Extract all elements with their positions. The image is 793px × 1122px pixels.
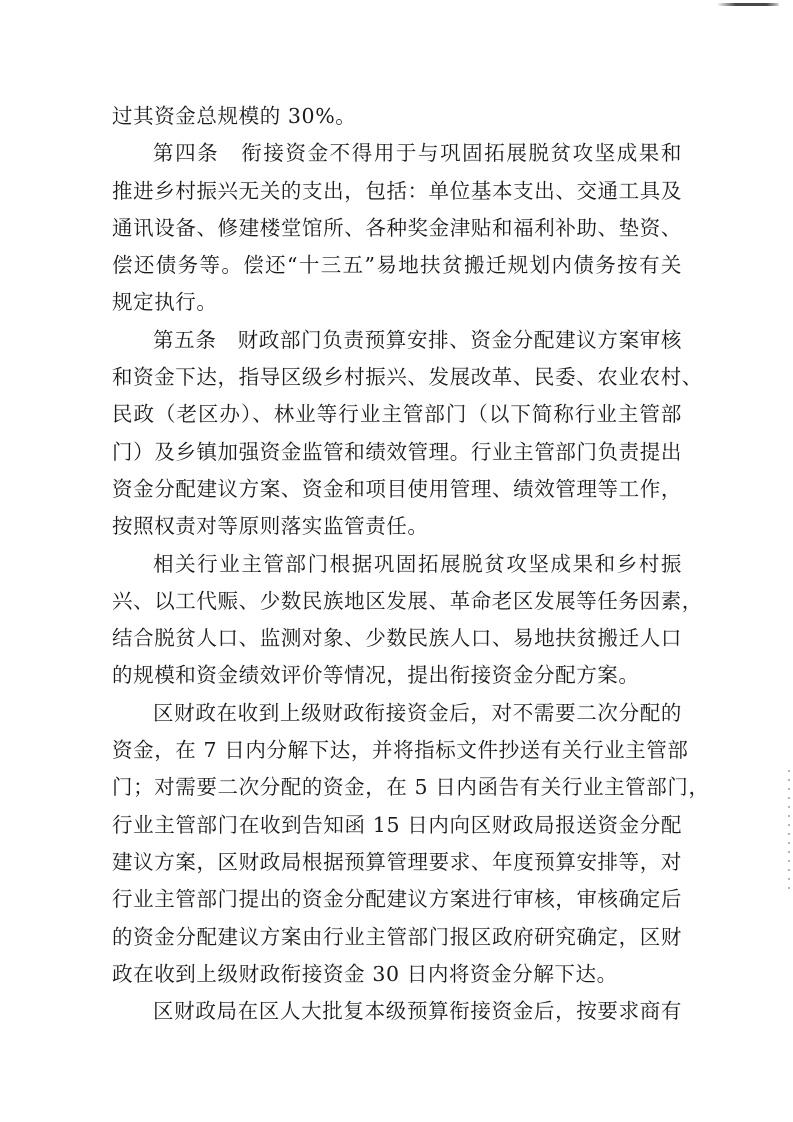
text-line: 第五条 财政部门负责预算安排、资金分配建议方案审核 bbox=[153, 327, 682, 352]
scan-edge-dots bbox=[788, 770, 790, 890]
text-line: 结合脱贫人口、监测对象、少数民族人口、易地扶贫搬迁人口 bbox=[112, 626, 682, 651]
text-line: 推进乡村振兴无关的支出，包括：单位基本支出、交通工具及 bbox=[112, 178, 682, 203]
text-line: 资金分配建议方案、资金和项目使用管理、绩效管理等工作， bbox=[112, 476, 682, 501]
text-line: 建议方案，区财政局根据预算管理要求、年度预算安排等，对 bbox=[112, 849, 682, 874]
text-line: 区财政在收到上级财政衔接资金后，对不需要二次分配的 bbox=[153, 700, 682, 725]
document-body bbox=[112, 98, 710, 1030]
text-line: 行业主管部门提出的资金分配建议方案进行审核，审核确定后 bbox=[112, 887, 682, 912]
text-line: 行业主管部门在收到告知函 15 日内向区财政局报送资金分配 bbox=[112, 812, 682, 837]
text-line: 规定执行。 bbox=[112, 290, 218, 315]
text-line: 门）及乡镇加强资金监管和绩效管理。行业主管部门负责提出 bbox=[112, 439, 682, 464]
text-line: 通讯设备、修建楼堂馆所、各种奖金津贴和福利补助、垫资、 bbox=[112, 215, 682, 240]
text-line: 相关行业主管部门根据巩固拓展脱贫攻坚成果和乡村振 bbox=[153, 551, 682, 576]
text-line: 区财政局在区人大批复本级预算衔接资金后，按要求商有 bbox=[153, 999, 682, 1024]
text-line: 第四条 衔接资金不得用于与巩固拓展脱贫攻坚成果和 bbox=[153, 141, 682, 166]
text-line: 资金，在 7 日内分解下达，并将指标文件抄送有关行业主管部 bbox=[112, 738, 689, 763]
text-line: 过其资金总规模的 30%。 bbox=[112, 104, 357, 128]
text-line: 和资金下达，指导区级乡村振兴、发展改革、民委、农业农村、 bbox=[112, 365, 703, 390]
text-line: 的资金分配建议方案由行业主管部门报区政府研究确定，区财 bbox=[112, 924, 682, 949]
text-line: 门；对需要二次分配的资金，在 5 日内函告有关行业主管部门， bbox=[112, 775, 710, 800]
scan-corner-mark bbox=[717, 3, 779, 6]
text-line: 政在收到上级财政衔接资金 30 日内将资金分解下达。 bbox=[112, 961, 618, 986]
text-line: 偿还债务等。偿还“十三五”易地扶贫搬迁规划内债务按有关 bbox=[112, 253, 682, 278]
text-line: 按照权责对等原则落实监管责任。 bbox=[112, 514, 429, 539]
text-line: 兴、以工代赈、少数民族地区发展、革命老区发展等任务因素， bbox=[112, 588, 703, 613]
text-line: 民政（老区办）、林业等行业主管部门（以下简称行业主管部 bbox=[112, 402, 682, 427]
text-line: 的规模和资金绩效评价等情况，提出衔接资金分配方案。 bbox=[112, 663, 640, 688]
